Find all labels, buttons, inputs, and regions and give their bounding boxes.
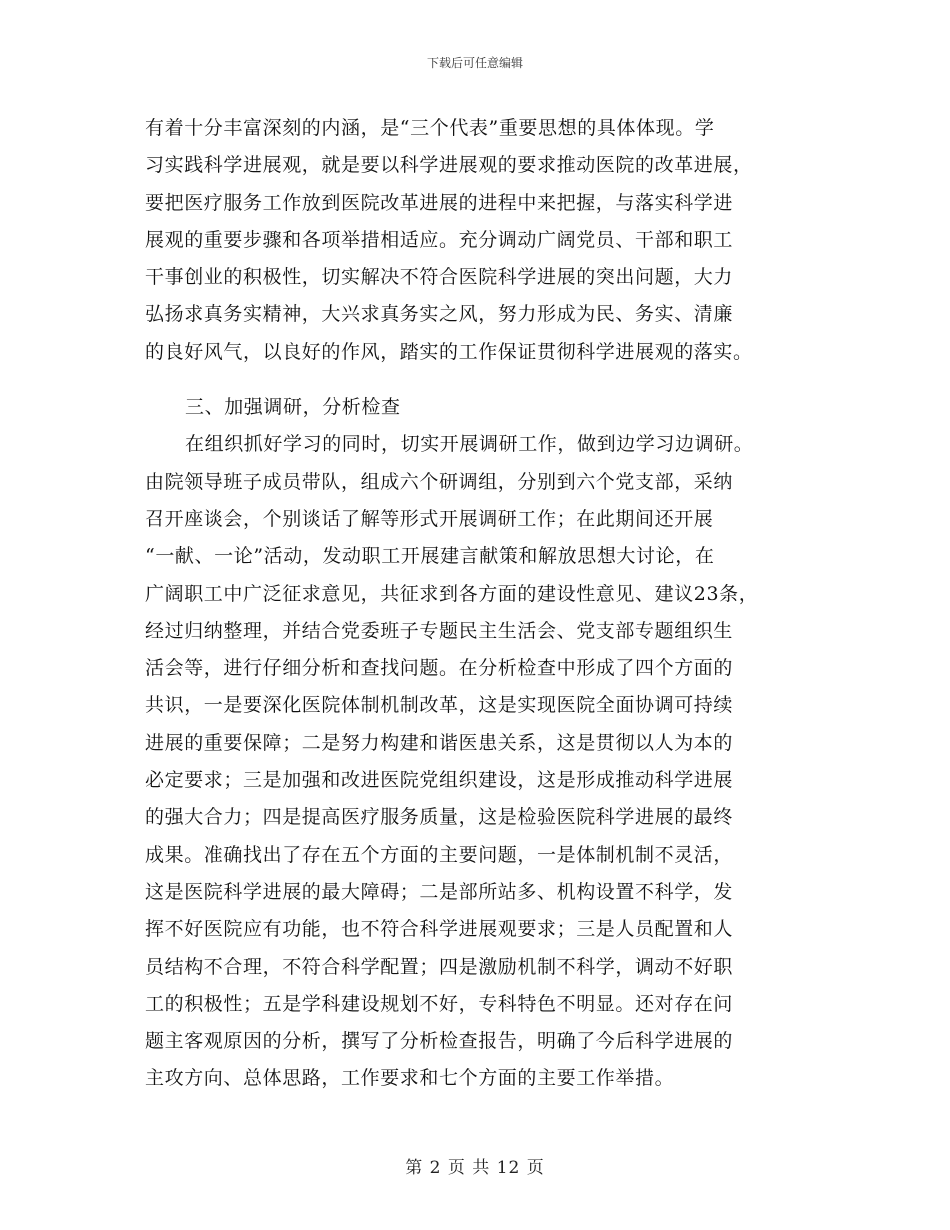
paragraph-line: 弘扬求真务实精神，大兴求真务实之风，努力形成为民、务实、清廉 [145, 303, 734, 326]
paragraph-line: 展观的重要步骤和各项举措相适应。充分调动广阔党员、干部和职工 [145, 228, 734, 251]
paragraph-line: 召开座谈会，个别谈话了解等形式开展调研工作；在此期间还开展 [145, 507, 714, 530]
paragraph-line: 进展的重要保障；二是努力构建和谐医患关系，这是贯彻以人为本的 [145, 731, 734, 754]
paragraph-line: 广阔职工中广泛征求意见，共征求到各方面的建设性意见、建议23条， [145, 582, 759, 605]
paragraph-line: 干事创业的积极性，切实解决不符合医院科学进展的突出问题，大力 [145, 266, 734, 289]
paragraph-line: 挥不好医院应有功能，也不符合科学进展观要求；三是人员配置和人 [145, 918, 734, 941]
paragraph-line: 有着十分丰富深刻的内涵，是“三个代表”重要思想的具体体现。学 [145, 117, 715, 139]
paragraph-line: 员结构不合理，不符合科学配置；四是激励机制不科学，调动不好职 [145, 955, 734, 978]
paragraph-line: 这是医院科学进展的最大障碍；二是部所站多、机构设置不科学，发 [145, 880, 734, 903]
document-body [145, 110, 815, 1098]
paragraph-line: 必定要求；三是加强和改进医院党组织建设，这是形成推动科学进展 [145, 769, 734, 792]
paragraph-line: 工的积极性；五是学科建设规划不好，专科特色不明显。还对存在问 [145, 992, 734, 1015]
header-note: 下载后可任意编辑 [426, 56, 523, 70]
paragraph-line: 要把医疗服务工作放到医院改革进展的进程中来把握，与落实科学进 [145, 191, 734, 214]
paragraph-line: 由院领导班子成员带队，组成六个研调组，分别到六个党支部，采纳 [145, 470, 734, 493]
paragraph-line: 习实践科学进展观，就是要以科学进展观的要求推动医院的改革进展， [145, 154, 753, 177]
paragraph-line: 经过归纳整理，并结合党委班子专题民主生活会、党支部专题组织生 [145, 619, 734, 642]
page-number-footer: 第 2 页 共 12 页 [405, 1158, 545, 1178]
paragraph-line: 主攻方向、总体思路，工作要求和七个方面的主要工作举措。 [145, 1067, 675, 1090]
section-heading: 三、加强调研，分析检查 [185, 396, 401, 419]
paragraph-gap [145, 371, 815, 389]
paragraph-line: “一献、一论”活动，发动职工开展建言献策和解放思想大讨论，在 [145, 545, 715, 568]
paragraph-line: 的强大合力；四是提高医疗服务质量，这是检验医院科学进展的最终 [145, 806, 734, 829]
paragraph-line: 成果。准确找出了存在五个方面的主要问题，一是体制机制不灵活， [145, 843, 734, 866]
paragraph-line: 的良好风气，以良好的作风，踏实的工作保证贯彻科学进展观的落实。 [145, 340, 753, 363]
paragraph-line: 活会等，进行仔细分析和查找问题。在分析检查中形成了四个方面的 [145, 657, 734, 680]
paragraph-line: 题主客观原因的分析，撰写了分析检查报告，明确了今后科学进展的 [145, 1030, 734, 1053]
paragraph-line: 共识，一是要深化医院体制机制改革，这是实现医院全面协调可持续 [145, 694, 734, 717]
paragraph-line: 在组织抓好学习的同时，切实开展调研工作，做到边学习边调研。 [185, 433, 754, 456]
